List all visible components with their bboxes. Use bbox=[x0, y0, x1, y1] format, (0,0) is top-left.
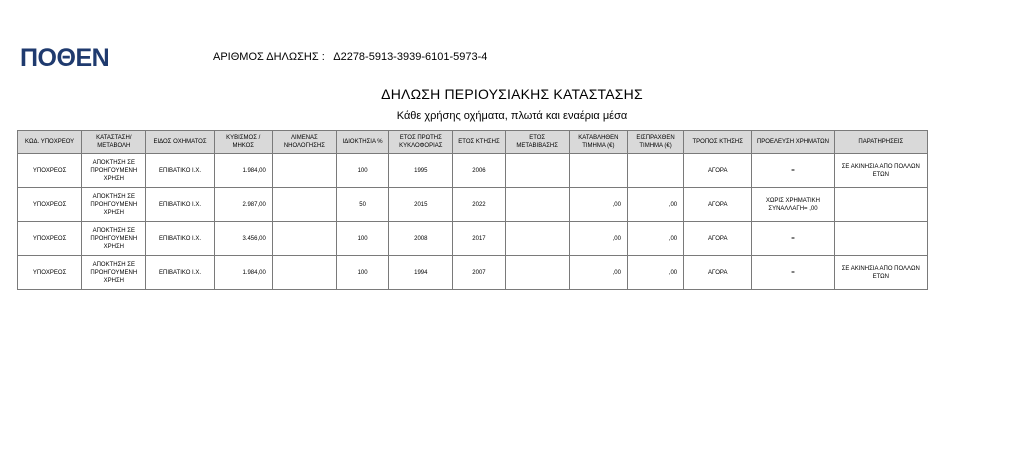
table-row bbox=[18, 222, 928, 256]
col-header: ΕΙΣΠΡΑΧΘΕΝ ΤΙΜΗΜΑ (€) bbox=[627, 131, 683, 154]
cell-price-paid: ,00 bbox=[569, 256, 627, 290]
cell-first-registration-year: 1994 bbox=[389, 256, 453, 290]
col-header: ΕΙΔΟΣ ΟΧΗΜΑΤΟΣ bbox=[146, 131, 214, 154]
cell-price-paid: ,00 bbox=[569, 222, 627, 256]
cell-port bbox=[272, 154, 336, 188]
vehicles-table bbox=[17, 130, 928, 290]
page-title: ΔΗΛΩΣΗ ΠΕΡΙΟΥΣΙΑΚΗΣ ΚΑΤΑΣΤΑΣΗΣ bbox=[381, 86, 643, 102]
cell-ownership: 100 bbox=[337, 256, 389, 290]
cell-price-received: ,00 bbox=[627, 222, 683, 256]
cell-first-registration-year: 1995 bbox=[389, 154, 453, 188]
cell-obligor: ΥΠΟΧΡΕΟΣ bbox=[18, 154, 82, 188]
cell-ownership: 50 bbox=[337, 188, 389, 222]
cell-displacement: 2.987,00 bbox=[214, 188, 272, 222]
col-header: ΚΥΒΙΣΜΟΣ / ΜΗΚΟΣ bbox=[214, 131, 272, 154]
cell-displacement: 1.984,00 bbox=[214, 154, 272, 188]
cell-money-source: ΧΩΡΙΣ ΧΡΗΜΑΤΙΚΗ ΣΥΝΑΛΛΑΓΗ= ,00 bbox=[752, 188, 834, 222]
cell-ownership: 100 bbox=[337, 154, 389, 188]
cell-acquisition-method: ΑΓΟΡΑ bbox=[684, 188, 752, 222]
cell-acquisition-year: 2006 bbox=[453, 154, 505, 188]
col-header: ΕΤΟΣ ΚΤΗΣΗΣ bbox=[453, 131, 505, 154]
cell-obligor: ΥΠΟΧΡΕΟΣ bbox=[18, 222, 82, 256]
cell-remarks: ΣΕ ΑΚΙΝΗΣΙΑ ΑΠΟ ΠΟΛΛΩΝ ΕΤΩΝ bbox=[834, 154, 927, 188]
table-row bbox=[18, 256, 928, 290]
cell-port bbox=[272, 222, 336, 256]
pothen-logo bbox=[20, 44, 109, 73]
table-header-row bbox=[18, 131, 928, 154]
table-row bbox=[18, 188, 928, 222]
cell-price-received bbox=[627, 154, 683, 188]
cell-remarks bbox=[834, 222, 927, 256]
table-row bbox=[18, 154, 928, 188]
cell-status: ΑΠΟΚΤΗΣΗ ΣΕ ΠΡΟΗΓΟΥΜΕΝΗ ΧΡΗΣΗ bbox=[82, 256, 146, 290]
cell-remarks bbox=[834, 188, 927, 222]
col-header: ΠΡΟΕΛΕΥΣΗ ΧΡΗΜΑΤΩΝ bbox=[752, 131, 834, 154]
cell-price-received: ,00 bbox=[627, 256, 683, 290]
cell-status: ΑΠΟΚΤΗΣΗ ΣΕ ΠΡΟΗΓΟΥΜΕΝΗ ΧΡΗΣΗ bbox=[82, 222, 146, 256]
declaration-label: ΑΡΙΘΜΟΣ ΔΗΛΩΣΗΣ : bbox=[213, 51, 325, 63]
cell-price-paid bbox=[569, 154, 627, 188]
logo-text: ΠΟΘΕΝ bbox=[20, 44, 110, 72]
cell-transfer-year bbox=[505, 222, 569, 256]
cell-status: ΑΠΟΚΤΗΣΗ ΣΕ ΠΡΟΗΓΟΥΜΕΝΗ ΧΡΗΣΗ bbox=[82, 154, 146, 188]
cell-acquisition-method: ΑΓΟΡΑ bbox=[684, 222, 752, 256]
cell-vehicle-type: ΕΠΙΒΑΤΙΚΟ Ι.Χ. bbox=[146, 188, 214, 222]
cell-displacement: 1.984,00 bbox=[214, 256, 272, 290]
cell-price-paid: ,00 bbox=[569, 188, 627, 222]
cell-first-registration-year: 2008 bbox=[389, 222, 453, 256]
cell-port bbox=[272, 188, 336, 222]
cell-money-source: = bbox=[752, 222, 834, 256]
col-header: ΕΤΟΣ ΜΕΤΑΒΙΒΑΣΗΣ bbox=[505, 131, 569, 154]
cell-first-registration-year: 2015 bbox=[389, 188, 453, 222]
cell-acquisition-method: ΑΓΟΡΑ bbox=[684, 256, 752, 290]
col-header: ΙΔΙΟΚΤΗΣΙΑ % bbox=[337, 131, 389, 154]
cell-acquisition-year: 2022 bbox=[453, 188, 505, 222]
cell-port bbox=[272, 256, 336, 290]
cell-transfer-year bbox=[505, 256, 569, 290]
cell-price-received: ,00 bbox=[627, 188, 683, 222]
col-header: ΠΑΡΑΤΗΡΗΣΕΙΣ bbox=[834, 131, 927, 154]
cell-displacement: 3.456,00 bbox=[214, 222, 272, 256]
cell-acquisition-year: 2017 bbox=[453, 222, 505, 256]
cell-obligor: ΥΠΟΧΡΕΟΣ bbox=[18, 256, 82, 290]
cell-transfer-year bbox=[505, 188, 569, 222]
col-header: ΚΩΔ. ΥΠΟΧΡΕΟΥ bbox=[18, 131, 82, 154]
declaration-number-line bbox=[213, 51, 487, 63]
col-header: ΛΙΜΕΝΑΣ ΝΗΟΛΟΓΗΣΗΣ bbox=[272, 131, 336, 154]
col-header: ΚΑΤΑΣΤΑΣΗ/ ΜΕΤΑΒΟΛΗ bbox=[82, 131, 146, 154]
cell-transfer-year bbox=[505, 154, 569, 188]
cell-acquisition-method: ΑΓΟΡΑ bbox=[684, 154, 752, 188]
col-header: ΕΤΟΣ ΠΡΩΤΗΣ ΚΥΚΛΟΦΟΡΙΑΣ bbox=[389, 131, 453, 154]
declaration-number: Δ2278-5913-3939-6101-5973-4 bbox=[333, 51, 488, 63]
col-header: ΚΑΤΑΒΛΗΘΕΝ ΤΙΜΗΜΑ (€) bbox=[569, 131, 627, 154]
cell-vehicle-type: ΕΠΙΒΑΤΙΚΟ Ι.Χ. bbox=[146, 256, 214, 290]
cell-remarks: ΣΕ ΑΚΙΝΗΣΙΑ ΑΠΟ ΠΟΛΛΩΝ ΕΤΩΝ bbox=[834, 256, 927, 290]
cell-obligor: ΥΠΟΧΡΕΟΣ bbox=[18, 188, 82, 222]
col-header: ΤΡΟΠΟΣ ΚΤΗΣΗΣ bbox=[684, 131, 752, 154]
cell-vehicle-type: ΕΠΙΒΑΤΙΚΟ Ι.Χ. bbox=[146, 154, 214, 188]
cell-money-source: = bbox=[752, 154, 834, 188]
cell-status: ΑΠΟΚΤΗΣΗ ΣΕ ΠΡΟΗΓΟΥΜΕΝΗ ΧΡΗΣΗ bbox=[82, 188, 146, 222]
cell-vehicle-type: ΕΠΙΒΑΤΙΚΟ Ι.Χ. bbox=[146, 222, 214, 256]
cell-money-source: = bbox=[752, 256, 834, 290]
page-subtitle: Κάθε χρήσης οχήματα, πλωτά και εναέρια μέσα bbox=[396, 110, 628, 122]
cell-ownership: 100 bbox=[337, 222, 389, 256]
cell-acquisition-year: 2007 bbox=[453, 256, 505, 290]
